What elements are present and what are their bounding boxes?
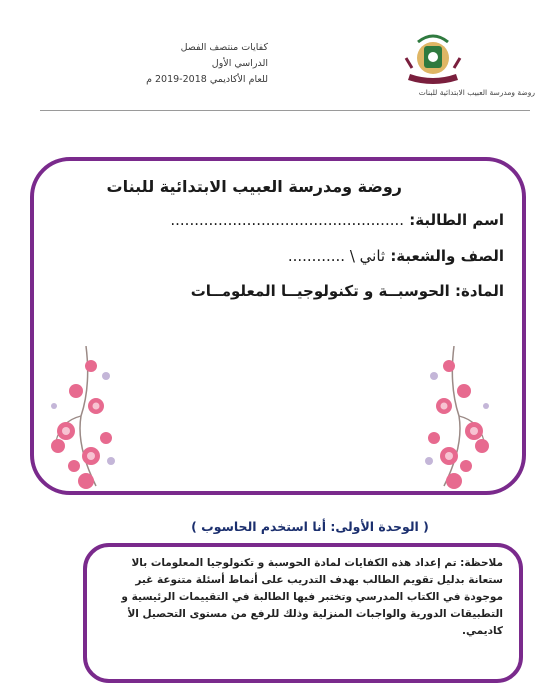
student-name-blank: .................................................	[170, 211, 405, 229]
school-caption: روضة ومدرسة العبيب الابتدائية للبنات	[418, 88, 535, 97]
header-divider	[40, 110, 530, 111]
class-label: الصف والشعبة:	[390, 247, 504, 265]
header-info	[118, 40, 268, 88]
card-title: روضة ومدرسة العبيب الابتدائية للبنات	[106, 177, 402, 196]
subject-value: الحوسبــة و تكنولوجيــا المعلومــات	[190, 282, 450, 300]
header-line-1: كفايات منتصف الفصل	[180, 42, 268, 53]
left-blossom-icon	[46, 346, 136, 496]
student-name-field	[170, 211, 504, 229]
class-field	[288, 247, 504, 265]
class-value: ثاني \ ............	[287, 247, 386, 265]
subject-field	[191, 282, 504, 300]
right-blossom-icon	[404, 346, 494, 496]
header-line-3: للعام الأكاديمي 2018-2019 م	[146, 74, 268, 85]
header-line-2: الدراسي الأول	[211, 58, 268, 69]
student-name-label: اسم الطالبة:	[409, 211, 504, 229]
note-text: ملاحظة: تم إعداد هذه الكفايات لمادة الحوسبة و تكنولوجيا المعلومات بالا ستعانة بدليل تقويم الطالب بهدف التدريب على أنماط أسئلة متنوعة غير موجودة في الكتاب المدرسي وتختبر فيها الطالبة في التقييمات الرئيسية و التطبيقات الدورية والواجبات المنزلية وذلك للرفع من مستوى التحصيل الأ كاديمي.	[121, 557, 503, 637]
note-card	[83, 543, 523, 683]
school-logo-icon	[398, 28, 468, 88]
unit-title: ( الوحدة الأولى: أنا استخدم الحاسوب )	[191, 519, 429, 534]
student-info-card	[30, 157, 526, 495]
subject-label: المادة:	[454, 282, 504, 300]
